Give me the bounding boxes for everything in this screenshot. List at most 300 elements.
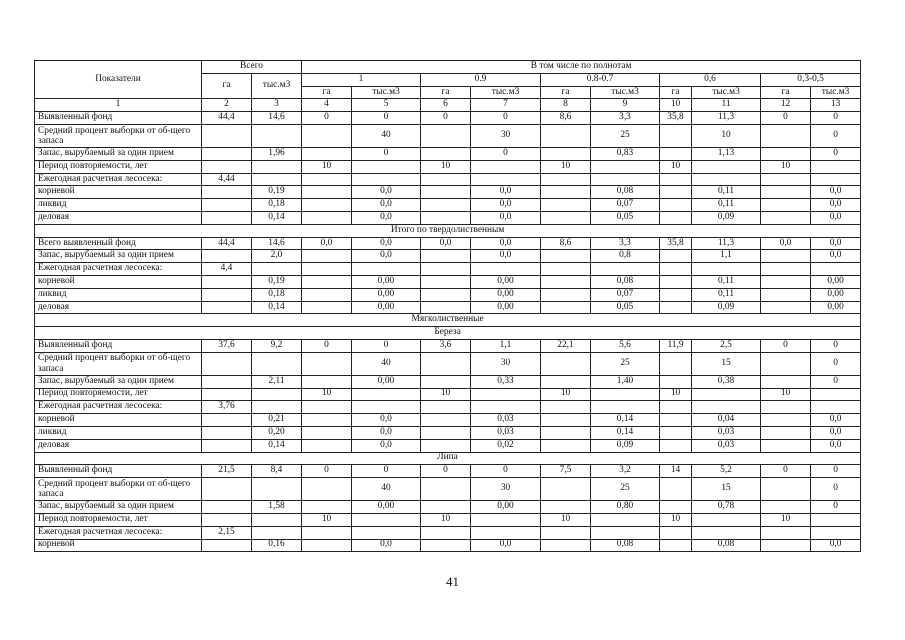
table-cell [302, 352, 352, 375]
table-cell [541, 263, 591, 276]
table-cell: 0,0 [421, 237, 471, 250]
table-cell [352, 263, 421, 276]
table-cell [541, 478, 591, 501]
total-header: Всего [202, 61, 302, 74]
table-cell: 0,00 [352, 301, 421, 314]
table-cell: 0,0 [352, 414, 421, 427]
row-label: Период повторяемости, лет [35, 513, 202, 526]
table-cell [421, 211, 471, 224]
table-cell: 40 [352, 478, 421, 501]
table-cell: 3,76 [202, 401, 252, 414]
unit-km3-header: тыс.м3 [352, 86, 421, 99]
row-label: Ежегодная расчетная лесосека: [35, 526, 202, 539]
table-cell [761, 301, 811, 314]
column-number: 6 [421, 99, 471, 112]
table-cell: 10 [421, 160, 471, 173]
column-number: 8 [541, 99, 591, 112]
table-cell: 8,6 [541, 237, 591, 250]
table-row [35, 465, 861, 478]
table-cell [421, 301, 471, 314]
row-label: корневой [35, 539, 202, 552]
table-row [35, 263, 861, 276]
column-number: 3 [252, 99, 302, 112]
table-cell: 0,08 [692, 539, 761, 552]
table-cell [252, 388, 302, 401]
table-cell: 0 [811, 124, 861, 147]
table-cell: 0,0 [471, 211, 541, 224]
table-cell [252, 352, 302, 375]
table-cell [202, 414, 252, 427]
table-cell: 0,0 [352, 250, 421, 263]
row-label: Запас, вырубаемый за один прием [35, 375, 202, 388]
density-header: 0.9 [421, 73, 541, 86]
table-row [35, 186, 861, 199]
table-cell: 3,3 [591, 112, 660, 125]
table-cell: 3,2 [591, 465, 660, 478]
table-cell: 0 [352, 339, 421, 352]
table-cell: 0 [421, 112, 471, 125]
table-cell: 2,11 [252, 375, 302, 388]
table-cell [302, 186, 352, 199]
table-cell [541, 199, 591, 212]
table-cell: 4,44 [202, 173, 252, 186]
table-cell [541, 211, 591, 224]
row-label: Ежегодная расчетная лесосека: [35, 263, 202, 276]
column-number: 11 [692, 99, 761, 112]
table-row [35, 112, 861, 125]
table-cell [541, 501, 591, 514]
table-cell [811, 263, 861, 276]
column-number-row [35, 99, 861, 112]
table-cell [202, 160, 252, 173]
table-cell [471, 173, 541, 186]
table-cell [660, 263, 692, 276]
row-label: Период повторяемости, лет [35, 388, 202, 401]
table-cell: 0,00 [811, 301, 861, 314]
row-label: ликвид [35, 199, 202, 212]
table-cell: 10 [660, 160, 692, 173]
table-cell [421, 401, 471, 414]
table-cell [591, 173, 660, 186]
table-cell: 0,08 [591, 275, 660, 288]
table-cell: 0,20 [252, 426, 302, 439]
table-cell [421, 501, 471, 514]
table-cell [541, 147, 591, 160]
table-cell: 21,5 [202, 465, 252, 478]
table-cell [761, 250, 811, 263]
table-cell [202, 426, 252, 439]
table-cell [761, 352, 811, 375]
section-title: Липа [35, 452, 861, 465]
document-sheet [34, 60, 860, 552]
table-cell: 0,21 [252, 414, 302, 427]
table-cell [302, 275, 352, 288]
table-cell: 37,6 [202, 339, 252, 352]
table-cell [811, 513, 861, 526]
table-cell [761, 439, 811, 452]
table-cell: 0,07 [591, 288, 660, 301]
table-cell: 0,08 [591, 186, 660, 199]
table-cell [761, 147, 811, 160]
table-row [35, 375, 861, 388]
table-row [35, 388, 861, 401]
unit-ha-header: га [761, 86, 811, 99]
table-cell: 0,78 [692, 501, 761, 514]
table-cell: 8,4 [252, 465, 302, 478]
table-cell [421, 199, 471, 212]
table-cell: 0 [761, 339, 811, 352]
table-cell: 10 [302, 160, 352, 173]
table-cell: 0,14 [252, 301, 302, 314]
table-cell: 10 [421, 513, 471, 526]
column-number: 9 [591, 99, 660, 112]
table-cell: 10 [541, 160, 591, 173]
unit-km3-header: тыс.м3 [591, 86, 660, 99]
column-number: 4 [302, 99, 352, 112]
table-cell [421, 275, 471, 288]
table-row [35, 301, 861, 314]
table-cell: 44,4 [202, 237, 252, 250]
table-cell: 0,03 [692, 426, 761, 439]
table-cell: 0,18 [252, 199, 302, 212]
table-cell [421, 478, 471, 501]
table-cell: 0,0 [471, 237, 541, 250]
table-body [35, 112, 861, 552]
table-cell: 0,05 [591, 301, 660, 314]
table-row [35, 275, 861, 288]
table-row [35, 147, 861, 160]
table-cell [660, 147, 692, 160]
row-label: корневой [35, 186, 202, 199]
table-cell: 0,0 [352, 199, 421, 212]
table-cell [660, 426, 692, 439]
table-cell: 0 [302, 339, 352, 352]
table-cell: 11,9 [660, 339, 692, 352]
table-cell [660, 173, 692, 186]
table-cell [660, 478, 692, 501]
table-cell [692, 263, 761, 276]
unit-ha-header: га [302, 86, 352, 99]
table-cell [761, 275, 811, 288]
table-cell [692, 173, 761, 186]
table-cell [302, 288, 352, 301]
table-cell [761, 426, 811, 439]
table-cell [660, 124, 692, 147]
table-row [35, 539, 861, 552]
table-cell: 0 [811, 147, 861, 160]
table-cell [471, 526, 541, 539]
table-cell [471, 388, 541, 401]
table-cell [591, 160, 660, 173]
table-cell: 1,1 [692, 250, 761, 263]
table-cell [202, 301, 252, 314]
unit-ha-header: га [421, 86, 471, 99]
table-cell [660, 401, 692, 414]
table-cell: 0 [811, 501, 861, 514]
table-row [35, 526, 861, 539]
row-label: ликвид [35, 426, 202, 439]
table-cell: 0,0 [811, 199, 861, 212]
table-cell: 0 [761, 465, 811, 478]
table-cell [202, 275, 252, 288]
table-cell [660, 211, 692, 224]
table-cell: 0,0 [811, 426, 861, 439]
table-cell [421, 147, 471, 160]
row-label: корневой [35, 275, 202, 288]
table-cell: 8,6 [541, 112, 591, 125]
table-cell [252, 173, 302, 186]
table-row [35, 288, 861, 301]
table-cell: 0,0 [811, 539, 861, 552]
table-cell [421, 439, 471, 452]
table-row [35, 513, 861, 526]
table-cell [302, 501, 352, 514]
table-cell: 0,19 [252, 186, 302, 199]
table-cell [202, 352, 252, 375]
row-label: Средний процент выборки от об-щего запаса [35, 352, 202, 375]
table-cell [252, 263, 302, 276]
table-cell [302, 301, 352, 314]
table-cell: 0,00 [471, 288, 541, 301]
row-label: деловая [35, 439, 202, 452]
table-cell [541, 250, 591, 263]
table-cell: 25 [591, 352, 660, 375]
table-cell [202, 388, 252, 401]
section-title: Береза [35, 327, 861, 340]
table-cell: 5,6 [591, 339, 660, 352]
table-cell: 10 [660, 513, 692, 526]
table-cell: 0,0 [811, 250, 861, 263]
table-cell [421, 263, 471, 276]
table-row [35, 250, 861, 263]
table-cell [761, 124, 811, 147]
table-cell [302, 414, 352, 427]
table-cell [541, 539, 591, 552]
total-ha-header: га [202, 73, 252, 99]
table-cell [252, 401, 302, 414]
table-cell: 0,07 [591, 199, 660, 212]
table-cell: 0,03 [692, 439, 761, 452]
table-cell: 0,08 [591, 539, 660, 552]
unit-km3-header: тыс.м3 [692, 86, 761, 99]
table-cell: 1,40 [591, 375, 660, 388]
table-cell: 40 [352, 124, 421, 147]
table-cell: 0,00 [811, 288, 861, 301]
table-row [35, 401, 861, 414]
table-cell [541, 288, 591, 301]
table-cell: 15 [692, 352, 761, 375]
table-cell: 14 [660, 465, 692, 478]
table-cell [811, 173, 861, 186]
table-cell [252, 478, 302, 501]
table-cell: 40 [352, 352, 421, 375]
table-cell [761, 539, 811, 552]
table-cell: 0,09 [591, 439, 660, 452]
table-cell [202, 124, 252, 147]
table-cell [761, 401, 811, 414]
table-cell [302, 526, 352, 539]
table-cell: 0,09 [692, 301, 761, 314]
table-cell [541, 414, 591, 427]
table-cell [302, 478, 352, 501]
table-cell [202, 211, 252, 224]
column-number: 12 [761, 99, 811, 112]
table-cell: 10 [541, 513, 591, 526]
row-label: деловая [35, 211, 202, 224]
table-cell [761, 414, 811, 427]
table-cell: 1,1 [471, 339, 541, 352]
table-row [35, 173, 861, 186]
table-cell: 0,38 [692, 375, 761, 388]
table-cell: 11,3 [692, 237, 761, 250]
table-cell: 25 [591, 124, 660, 147]
row-label: Выявленный фонд [35, 112, 202, 125]
section-row [35, 452, 861, 465]
table-cell [421, 539, 471, 552]
table-cell [471, 513, 541, 526]
table-cell: 0 [471, 465, 541, 478]
table-cell [202, 478, 252, 501]
table-cell [202, 513, 252, 526]
table-cell [660, 275, 692, 288]
table-cell: 0,0 [811, 439, 861, 452]
table-cell [421, 426, 471, 439]
table-cell: 0,00 [811, 275, 861, 288]
table-cell [202, 439, 252, 452]
table-cell: 0 [811, 112, 861, 125]
table-cell: 0 [302, 112, 352, 125]
table-cell [302, 250, 352, 263]
row-label: Средний процент выборки от об-щего запаса [35, 124, 202, 147]
table-row [35, 352, 861, 375]
table-cell: 22,1 [541, 339, 591, 352]
table-cell [421, 414, 471, 427]
column-number: 2 [202, 99, 252, 112]
section-row [35, 314, 861, 327]
table-cell: 0,8 [591, 250, 660, 263]
table-cell: 0,0 [471, 250, 541, 263]
table-cell [660, 288, 692, 301]
table-cell: 0,14 [591, 426, 660, 439]
table-cell [811, 388, 861, 401]
table-cell [352, 401, 421, 414]
density-header: 0.8-0.7 [541, 73, 660, 86]
table-row [35, 211, 861, 224]
indicators-header: Показатели [35, 61, 202, 99]
table-cell [761, 199, 811, 212]
table-cell [541, 352, 591, 375]
table-cell [421, 526, 471, 539]
table-cell: 9,2 [252, 339, 302, 352]
table-cell: 0,04 [692, 414, 761, 427]
row-label: Выявленный фонд [35, 465, 202, 478]
table-cell [660, 375, 692, 388]
density-header: 0,6 [660, 73, 761, 86]
table-cell: 1,13 [692, 147, 761, 160]
table-cell: 0,00 [471, 275, 541, 288]
table-cell [660, 526, 692, 539]
table-cell [761, 288, 811, 301]
table-cell [660, 539, 692, 552]
table-cell: 1,96 [252, 147, 302, 160]
table-cell: 0,0 [471, 539, 541, 552]
table-cell [692, 401, 761, 414]
table-cell [591, 513, 660, 526]
table-row [35, 339, 861, 352]
table-cell: 30 [471, 352, 541, 375]
table-cell: 11,3 [692, 112, 761, 125]
table-cell: 0,14 [252, 439, 302, 452]
table-cell [761, 186, 811, 199]
table-cell: 0,0 [352, 426, 421, 439]
table-cell [352, 173, 421, 186]
total-km3-header: тыс.м3 [252, 73, 302, 99]
table-cell: 0 [471, 147, 541, 160]
table-cell [692, 513, 761, 526]
table-cell [591, 388, 660, 401]
table-cell: 0,0 [811, 186, 861, 199]
table-cell [660, 199, 692, 212]
table-cell [541, 375, 591, 388]
table-cell [541, 173, 591, 186]
table-cell [202, 199, 252, 212]
table-cell [660, 352, 692, 375]
table-cell [471, 160, 541, 173]
row-label: Всего выявленный фонд [35, 237, 202, 250]
table-cell: 10 [761, 160, 811, 173]
table-cell: 30 [471, 478, 541, 501]
table-cell [660, 186, 692, 199]
table-cell: 0 [352, 147, 421, 160]
table-cell [202, 250, 252, 263]
table-cell: 35,8 [660, 237, 692, 250]
unit-km3-header: тыс.м3 [811, 86, 861, 99]
table-cell [591, 401, 660, 414]
table-cell [811, 526, 861, 539]
table-cell: 0 [811, 352, 861, 375]
header-row-1 [35, 61, 861, 74]
row-label: Запас, вырубаемый за один прием [35, 250, 202, 263]
row-label: Выявленный фонд [35, 339, 202, 352]
table-cell: 0,0 [302, 237, 352, 250]
table-cell: 0,0 [352, 539, 421, 552]
row-label: Ежегодная расчетная лесосека: [35, 173, 202, 186]
table-cell: 0 [761, 112, 811, 125]
table-cell [352, 513, 421, 526]
table-cell: 0,0 [471, 199, 541, 212]
table-cell: 0,83 [591, 147, 660, 160]
table-cell [591, 526, 660, 539]
table-cell: 3,6 [421, 339, 471, 352]
table-cell [302, 401, 352, 414]
table-cell: 0,0 [352, 211, 421, 224]
table-cell [252, 526, 302, 539]
table-cell: 10 [761, 388, 811, 401]
table-cell: 0,11 [692, 199, 761, 212]
row-label: Запас, вырубаемый за один прием [35, 501, 202, 514]
table-cell [761, 375, 811, 388]
table-cell [302, 439, 352, 452]
column-number: 7 [471, 99, 541, 112]
table-row [35, 478, 861, 501]
table-cell [302, 263, 352, 276]
table-cell: 0 [352, 112, 421, 125]
row-label: корневой [35, 414, 202, 427]
column-number: 13 [811, 99, 861, 112]
unit-ha-header: га [660, 86, 692, 99]
table-cell: 0,0 [811, 211, 861, 224]
table-row [35, 439, 861, 452]
